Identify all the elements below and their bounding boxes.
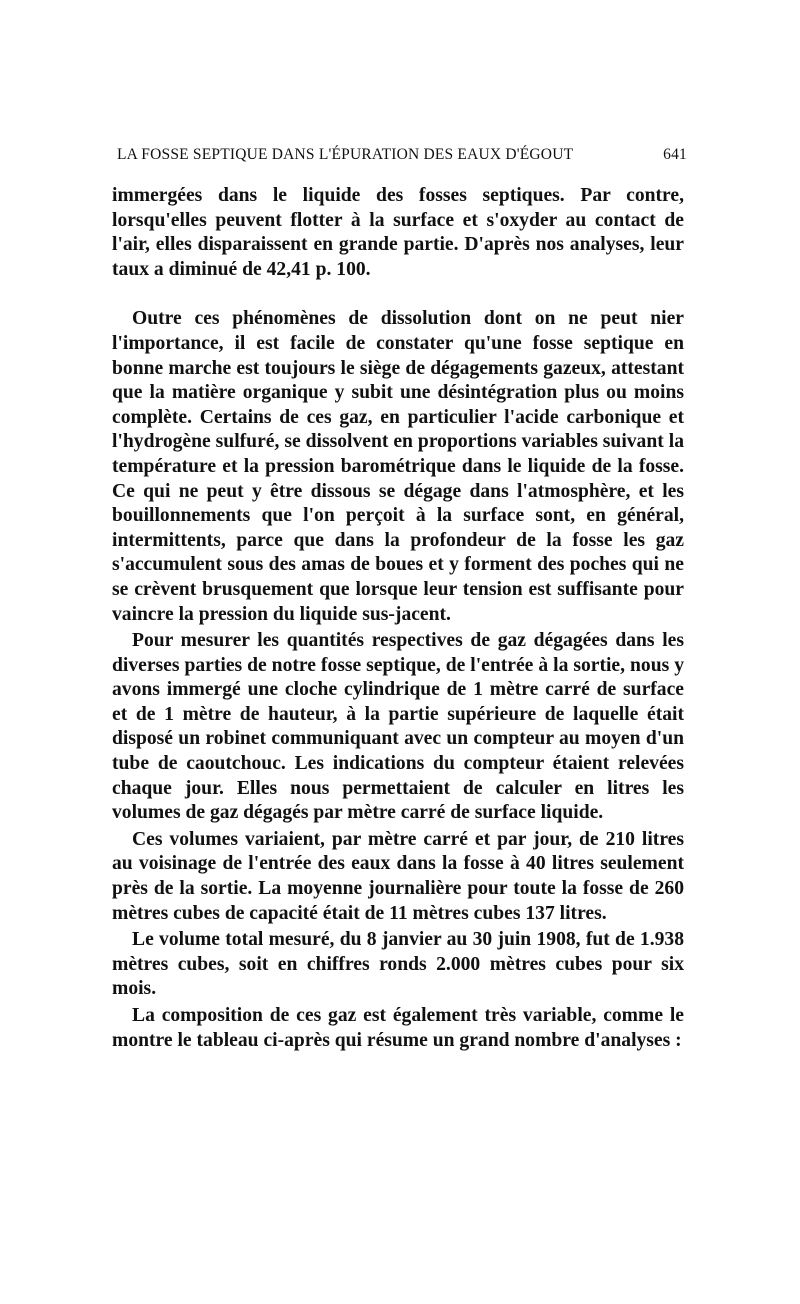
book-page xyxy=(112,146,687,1053)
paragraph-total-volume: Le volume total mesuré, du 8 janvier au 30 juin 1908, fut de 1.938 mètres cubes, soit en chiffres ronds 2.000 mètres cubes pour six mois. xyxy=(112,929,684,1000)
paragraph-continuation: immergées dans le liquide des fosses septiques. Par contre, lorsqu'elles peuvent flotter à la surface et s'oxyder au contact de l'air, elles disparaissent en grande partie. D'après nos analyses, leur taux a diminué de 42,41 p. 100. xyxy=(112,185,684,280)
paragraph-gas-release: Outre ces phénomènes de dissolution dont on ne peut nier l'importance, il est facile de constater qu'une fosse septique en bonne marche est toujours le siège de dégagements gazeux, attestant que la matière organique y subit une désintégration plus ou moins complète. Certains de ces gaz, en particulier l'acide carbonique et l'hydrogène sulfuré, se dissolvent en proportions variables suivant la température et la pression barométrique dans le liquide de la fosse. Ce qui ne peut y être dissous se dégage dans l'atmosphère, et les bouillonnements que l'on perçoit à la surface sont, en général, intermittents, parce que dans la profondeur de la fosse les gaz s'accumulent sous des amas de boues et y forment des poches qui ne se crèvent brusquement que lorsque leur tension est suffisante pour vaincre la pression du liquide sus-jacent. xyxy=(112,308,684,625)
page-number: 641 xyxy=(663,146,687,163)
running-head-title: LA FOSSE SEPTIQUE DANS L'ÉPURATION DES EAUX D'ÉGOUT xyxy=(117,146,574,163)
paragraph-composition-intro: La composition de ces gaz est également très variable, comme le montre le tableau ci-après qui résume un grand nombre d'analyses : xyxy=(112,1005,684,1051)
paragraph-measurement-method: Pour mesurer les quantités respectives de gaz dégagées dans les diverses parties de notre fosse septique, de l'entrée à la sortie, nous y avons immergé une cloche cylindrique de 1 mètre carré de surface et de 1 mètre de hauteur, à la partie supérieure de laquelle était disposé un robinet communiquant avec un compteur au moyen d'un tube de caoutchouc. Les indications du compteur étaient relevées chaque jour. Elles nous permettaient de calculer en litres les volumes de gaz dégagés par mètre carré de surface liquide. xyxy=(112,630,684,824)
paragraph-daily-volumes: Ces volumes variaient, par mètre carré et par jour, de 210 litres au voisinage de l'entrée des eaux dans la fosse à 40 litres seulement près de la sortie. La moyenne journalière pour toute la fosse de 260 mètres cubes de capacité était de 11 mètres cubes 137 litres. xyxy=(112,828,684,924)
running-head xyxy=(117,146,687,174)
